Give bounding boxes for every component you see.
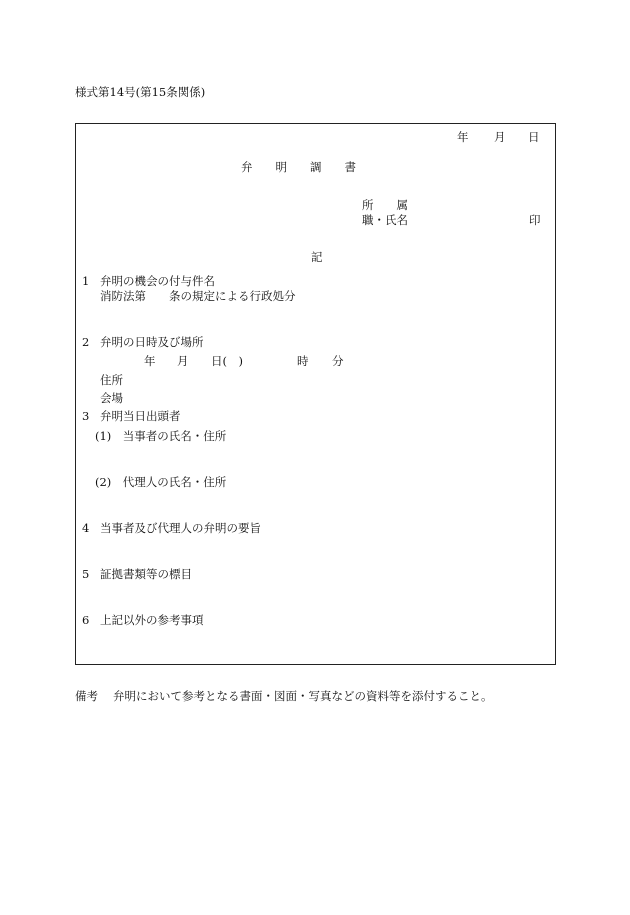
item3-sub1: (1) 当事者の氏名・住所 xyxy=(95,429,227,443)
seal-mark: 印 xyxy=(529,213,541,227)
item3-label: 弁明当日出頭者 xyxy=(100,409,181,423)
item1-number: 1 xyxy=(82,274,90,288)
item6-number: 6 xyxy=(82,613,90,627)
document-title: 弁 明 調 書 xyxy=(241,160,356,174)
item2-day-label: 日( ) xyxy=(211,354,243,368)
item6-label: 上記以外の参考事項 xyxy=(100,613,204,627)
item4-number: 4 xyxy=(82,521,90,535)
form-number: 様式第14号(第15条関係) xyxy=(75,85,206,99)
affiliation-label: 所 属 xyxy=(362,198,408,212)
ki-heading: 記 xyxy=(311,250,323,264)
item1-label: 弁明の機会の付与件名 xyxy=(100,274,215,288)
item5-label: 証拠書類等の標目 xyxy=(100,567,192,581)
date-month-label: 月 xyxy=(494,130,506,144)
item2-venue-label: 会場 xyxy=(100,391,123,405)
item2-month-label: 月 xyxy=(177,354,189,368)
form-frame xyxy=(75,123,556,665)
remark-text: 弁明において参考となる書面・図面・写真などの資料等を添付すること。 xyxy=(113,689,493,703)
item1-detail: 消防法第 条の規定による行政処分 xyxy=(100,289,296,303)
name-label: 職・氏名 xyxy=(362,213,408,227)
date-year-label: 年 xyxy=(457,130,469,144)
item2-number: 2 xyxy=(82,335,90,349)
item2-minute-label: 分 xyxy=(332,354,344,368)
item3-sub2: (2) 代理人の氏名・住所 xyxy=(95,475,227,489)
remark-label: 備考 xyxy=(75,689,98,703)
date-day-label: 日 xyxy=(528,130,540,144)
item2-year-label: 年 xyxy=(144,354,156,368)
item2-label: 弁明の日時及び場所 xyxy=(100,335,204,349)
item2-address-label: 住所 xyxy=(100,373,123,387)
item3-number: 3 xyxy=(82,409,90,423)
item5-number: 5 xyxy=(82,567,90,581)
item4-label: 当事者及び代理人の弁明の要旨 xyxy=(100,521,261,535)
item2-hour-label: 時 xyxy=(297,354,309,368)
